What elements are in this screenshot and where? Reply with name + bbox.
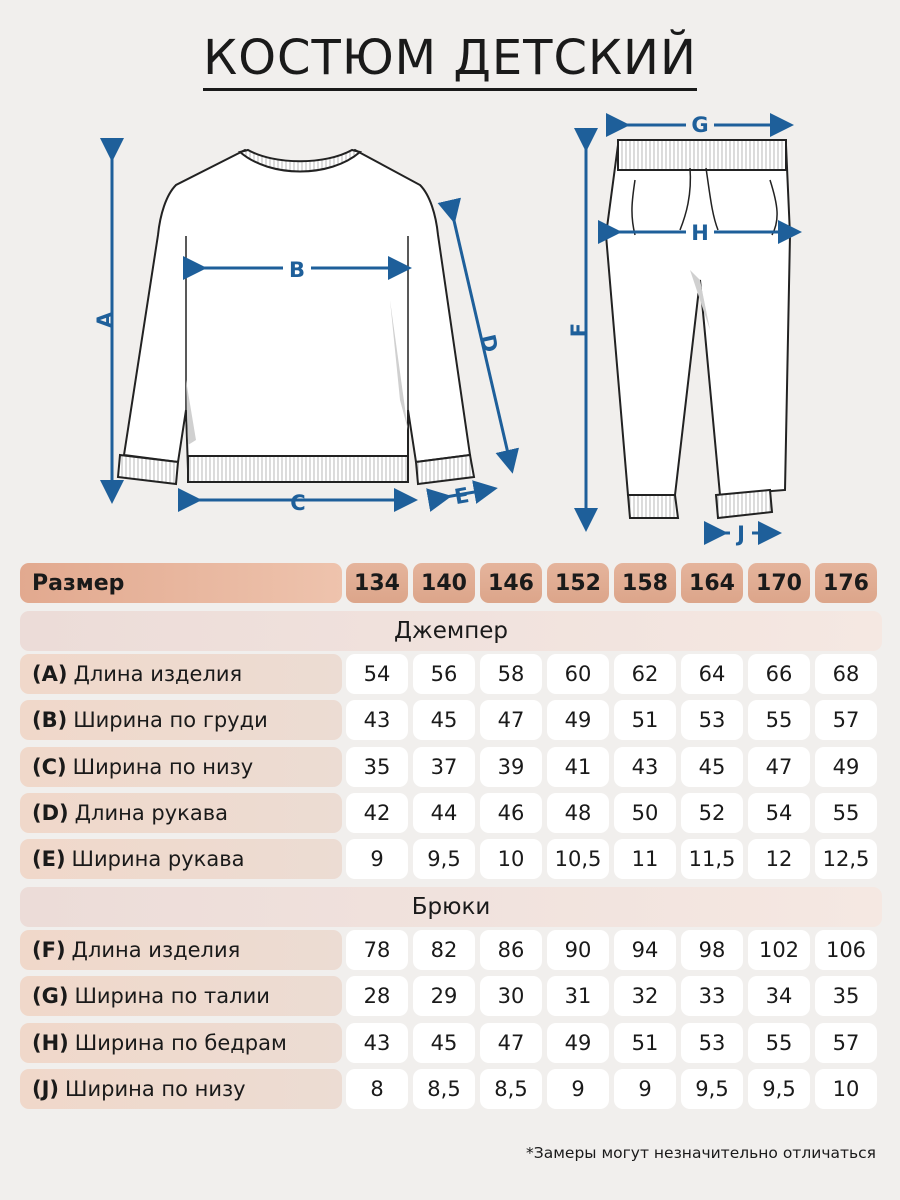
size-134: 134 [346,563,408,603]
size-170: 170 [748,563,810,603]
size-152: 152 [547,563,609,603]
table-cell: 58 [480,654,542,694]
row-label [20,700,342,740]
label-j: J [737,522,745,546]
table-cell: 12,5 [815,839,877,879]
table-cell: 53 [681,700,743,740]
table-cell: 11,5 [681,839,743,879]
table-row [20,1069,882,1109]
row-label [20,930,342,970]
table-cell: 9,5 [681,1069,743,1109]
table-cell: 47 [480,1023,542,1063]
table-cell: 90 [547,930,609,970]
section-pants: Брюки [20,887,882,927]
label-a: A [93,311,117,329]
row-code: (H) [32,1030,69,1055]
row-code: (D) [32,800,69,825]
label-h: H [691,221,709,245]
table-cell: 62 [614,654,676,694]
row-name: Ширина по низу [65,1076,246,1101]
table-cell: 48 [547,793,609,833]
table-cell: 49 [547,700,609,740]
row-code: (A) [32,662,68,686]
size-164: 164 [681,563,743,603]
table-cell: 39 [480,747,542,787]
table-cell: 86 [480,930,542,970]
table-row [20,1023,882,1063]
garment-diagram [0,0,900,560]
row-name: Ширина по талии [74,984,270,1009]
row-code: (G) [32,984,69,1009]
table-cell: 44 [413,793,475,833]
table-cell: 57 [815,1023,877,1063]
row-label [20,976,342,1016]
table-cell: 45 [413,700,475,740]
size-158: 158 [614,563,676,603]
table-cell: 43 [614,747,676,787]
label-b: B [288,258,306,282]
table-cell: 28 [346,976,408,1016]
table-cell: 57 [815,700,877,740]
table-cell: 9,5 [413,839,475,879]
table-cell: 60 [547,654,609,694]
table-cell: 10 [815,1069,877,1109]
table-cell: 8,5 [480,1069,542,1109]
row-name: Длина изделия [71,938,241,962]
table-cell: 37 [413,747,475,787]
table-cell: 102 [748,930,810,970]
label-d: D [475,332,503,355]
footnote: *Замеры могут незначительно отличаться [526,1144,876,1162]
label-f: F [567,322,591,338]
table-cell: 51 [614,700,676,740]
table-cell: 9 [547,1069,609,1109]
size-176: 176 [815,563,877,603]
table-row [20,793,882,833]
table-row [20,839,882,879]
table-cell: 41 [547,747,609,787]
table-cell: 55 [748,1023,810,1063]
row-name: Ширина по низу [72,754,254,779]
table-cell: 54 [346,654,408,694]
table-cell: 11 [614,839,676,879]
table-cell: 31 [547,976,609,1016]
table-cell: 56 [413,654,475,694]
table-cell: 8 [346,1069,408,1109]
table-cell: 29 [413,976,475,1016]
size-header-label: Размер [20,563,342,603]
table-cell: 54 [748,793,810,833]
sweater-illustration [118,150,474,484]
row-code: (B) [32,708,68,733]
table-cell: 45 [413,1023,475,1063]
size-140: 140 [413,563,475,603]
row-label [20,839,342,879]
label-g: G [691,113,709,137]
row-name: Длина рукава [74,800,228,825]
table-cell: 33 [681,976,743,1016]
table-cell: 49 [547,1023,609,1063]
pants-illustration [606,140,790,518]
table-cell: 55 [815,793,877,833]
table-cell: 68 [815,654,877,694]
row-name: Длина изделия [73,662,243,686]
table-cell: 78 [346,930,408,970]
label-e: E [452,483,471,510]
table-cell: 45 [681,747,743,787]
row-label [20,747,342,787]
table-cell: 8,5 [413,1069,475,1109]
table-row [20,976,882,1016]
table-cell: 106 [815,930,877,970]
table-cell: 32 [614,976,676,1016]
row-label [20,1023,342,1063]
table-cell: 9 [614,1069,676,1109]
row-label [20,1069,342,1109]
table-cell: 9 [346,839,408,879]
table-cell: 43 [346,1023,408,1063]
table-cell: 46 [480,793,542,833]
table-cell: 43 [346,700,408,740]
table-cell: 12 [748,839,810,879]
row-label [20,793,342,833]
table-row [20,930,882,970]
row-name: Ширина по груди [73,708,268,733]
table-row [20,700,882,740]
table-cell: 30 [480,976,542,1016]
table-cell: 35 [346,747,408,787]
table-cell: 10 [480,839,542,879]
size-146: 146 [480,563,542,603]
size-header-row [20,563,882,603]
table-cell: 55 [748,700,810,740]
row-code: (E) [32,847,66,872]
table-cell: 64 [681,654,743,694]
table-cell: 50 [614,793,676,833]
table-cell: 34 [748,976,810,1016]
row-name: Ширина по бедрам [74,1030,287,1055]
table-cell: 35 [815,976,877,1016]
table-cell: 66 [748,654,810,694]
row-code: (J) [32,1076,60,1101]
table-row [20,654,882,694]
table-cell: 9,5 [748,1069,810,1109]
section-jumper: Джемпер [20,611,882,651]
table-cell: 51 [614,1023,676,1063]
table-cell: 10,5 [547,839,609,879]
table-cell: 94 [614,930,676,970]
table-cell: 47 [748,747,810,787]
row-label [20,654,342,694]
table-cell: 42 [346,793,408,833]
table-cell: 82 [413,930,475,970]
label-c: C [290,491,306,515]
table-cell: 47 [480,700,542,740]
table-cell: 49 [815,747,877,787]
page-title: КОСТЮМ ДЕТСКИЙ [0,30,900,86]
table-cell: 52 [681,793,743,833]
row-code: (F) [32,938,66,962]
row-code: (C) [32,754,67,779]
table-cell: 98 [681,930,743,970]
table-row [20,747,882,787]
table-cell: 53 [681,1023,743,1063]
row-name: Ширина рукава [71,847,245,872]
